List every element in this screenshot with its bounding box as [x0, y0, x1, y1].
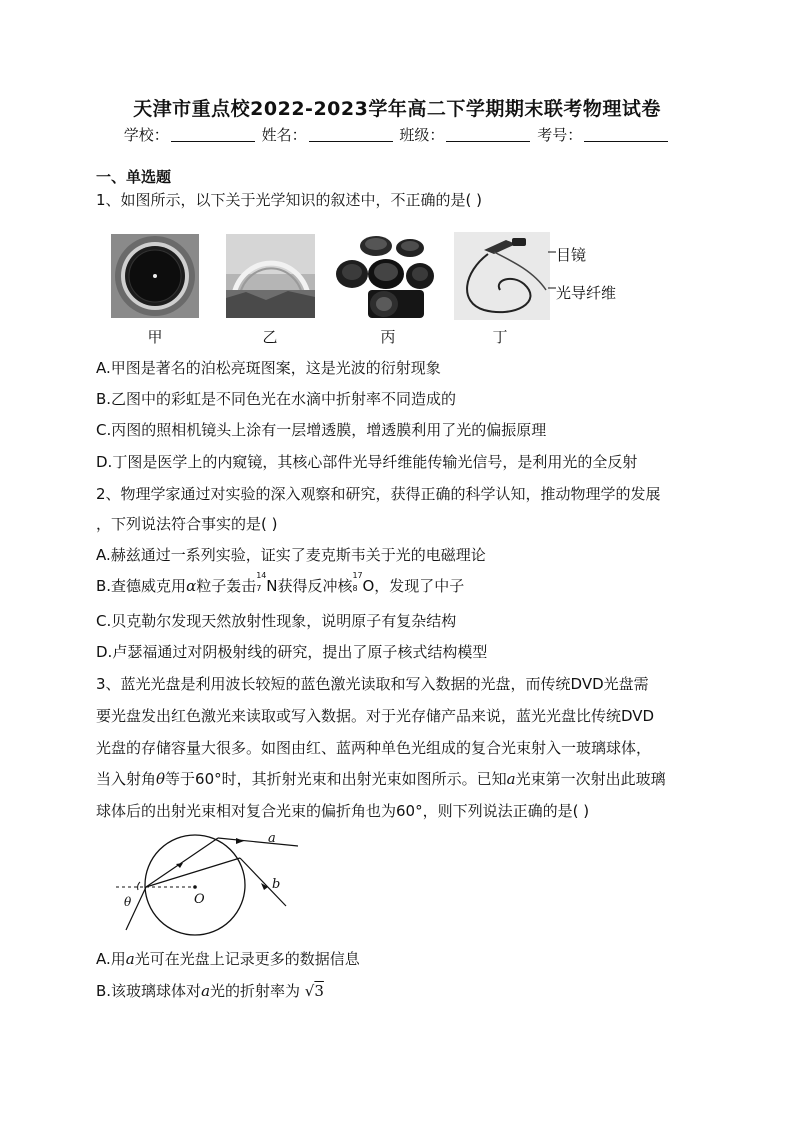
q2-option-b-mid2: 获得反冲核 — [277, 577, 353, 595]
oxygen-symbol: O — [362, 577, 375, 595]
name-label: 姓名： — [261, 126, 307, 144]
q2-option-d[interactable]: D.卢瑟福通过对阴极射线的研究，提出了原子核式结构模型 — [96, 643, 488, 661]
q2-stem-line2: ，下列说法符合事实的是( ) — [96, 515, 278, 533]
q3-option-b-mid: 光的折射率为 — [210, 982, 305, 1000]
theta-symbol: θ — [156, 770, 166, 788]
center-point — [193, 885, 197, 889]
arrow-a — [236, 838, 244, 844]
q2-option-b[interactable] — [96, 571, 465, 596]
q3-stem-line3: 光盘的存储容量大很多。如图由红、蓝两种单色光组成的复合光束射入一玻璃球体， — [96, 739, 652, 757]
poisson-spot-image — [111, 234, 199, 318]
glass-sphere-diagram — [110, 830, 310, 940]
q3-stem-line5: 球体后的出射光束相对复合光束的偏折角也为60°，则下列说法正确的是( ) — [96, 802, 590, 820]
student-info-row — [0, 124, 794, 145]
id-blank[interactable] — [584, 127, 668, 142]
q3-option-a-pre: A.用 — [96, 950, 126, 968]
caption-bing: 丙 — [380, 328, 396, 346]
caption-jia: 甲 — [147, 328, 163, 346]
refracted-beam-a — [146, 838, 218, 887]
sqrt-radicand: 3 — [314, 982, 324, 1000]
q2-stem-line1: 2、物理学家通过对实验的深入观察和研究，获得正确的科学认知，推动物理学的发展 — [96, 485, 661, 503]
page-title: 天津市重点校2022-2023学年高二下学期期末联考物理试卷 — [133, 98, 661, 120]
label-b: b — [272, 877, 281, 892]
q3-line4-pre: 当入射角 — [96, 770, 157, 788]
class-blank[interactable] — [446, 127, 530, 142]
q3-stem-line2: 要光盘发出红色激光来读取或写入数据。对于光存储产品来说，蓝光光盘比传统DVD — [96, 707, 655, 725]
refracted-beam-b — [146, 858, 240, 887]
rainbow-image — [226, 234, 315, 318]
nitrogen-mass-number: 14 — [256, 571, 267, 580]
q2-option-b-pre: B.查德威克用 — [96, 577, 187, 595]
alpha-symbol: α — [186, 577, 197, 595]
q3-option-b-pre: B.该玻璃球体对 — [96, 982, 202, 1000]
oxygen-atomic-number: 8 — [352, 584, 358, 593]
q3-option-a-symbol: a — [125, 950, 135, 968]
q3-stem-line4 — [96, 768, 666, 789]
q3-option-a-post: 光可在光盘上记录更多的数据信息 — [134, 950, 360, 968]
label-theta: θ — [124, 895, 132, 909]
label-eyepiece: 目镜 — [556, 246, 587, 264]
q2-option-a[interactable]: A.赫兹通过一系列实验，证实了麦克斯韦关于光的电磁理论 — [96, 546, 486, 564]
q1-option-d[interactable]: D.丁图是医学上的内窥镜，其核心部件光导纤维能传输光信号，是利用光的全反射 — [96, 453, 638, 471]
q1-option-c[interactable]: C.丙图的照相机镜头上涂有一层增透膜，增透膜利用了光的偏振原理 — [96, 421, 547, 439]
nitrogen-atomic-number: 7 — [256, 584, 262, 593]
id-label: 考号： — [537, 126, 583, 144]
q2-option-b-post: ，发现了中子 — [374, 577, 465, 595]
class-label: 班级： — [399, 126, 445, 144]
glass-sphere-circle — [145, 835, 245, 935]
school-label: 学校： — [123, 126, 169, 144]
sqrt-expression — [305, 982, 324, 1000]
q1-option-b[interactable]: B.乙图中的彩虹是不同色光在水滴中折射率不同造成的 — [96, 390, 457, 408]
nitrogen-isotope-indices — [256, 571, 267, 593]
name-blank[interactable] — [309, 127, 393, 142]
label-o: O — [194, 892, 205, 907]
q2-option-b-mid: 粒子轰击 — [196, 577, 257, 595]
camera-lenses-image — [332, 232, 436, 320]
q3-line4-post: 等于60°时，其折射光束和出射光束如图所示。已知 — [165, 770, 507, 788]
q3-option-a[interactable] — [96, 948, 360, 969]
q3-stem-line1: 3、蓝光光盘是利用波长较短的蓝色激光读取和写入数据的光盘，而传统DVD光盘需 — [96, 675, 649, 693]
section-heading: 一、单选题 — [96, 168, 172, 186]
endoscope-image — [454, 232, 550, 320]
caption-yi: 乙 — [262, 328, 278, 346]
oxygen-isotope-indices — [352, 571, 363, 593]
caption-ding: 丁 — [492, 328, 508, 346]
label-a: a — [268, 831, 276, 846]
exit-beam-a — [218, 838, 298, 846]
q3-option-b[interactable] — [96, 980, 324, 1001]
label-optical-fiber: 光导纤维 — [556, 284, 617, 302]
oxygen-mass-number: 17 — [352, 571, 363, 580]
nitrogen-symbol: N — [266, 577, 278, 595]
a-beam-symbol: a — [506, 770, 516, 788]
q2-option-c[interactable]: C.贝克勒尔发现天然放射性现象，说明原子有复杂结构 — [96, 612, 457, 630]
q3-line4-end: 光束第一次射出此玻璃 — [515, 770, 666, 788]
angle-arc — [138, 882, 140, 890]
q3-option-b-symbol: a — [201, 982, 211, 1000]
q1-option-a[interactable]: A.甲图是著名的泊松亮斑图案，这是光波的衍射现象 — [96, 359, 441, 377]
q1-stem: 1、如图所示，以下关于光学知识的叙述中，不正确的是( ) — [96, 191, 483, 209]
school-blank[interactable] — [171, 127, 255, 142]
sqrt-sign: √ — [304, 982, 315, 1000]
